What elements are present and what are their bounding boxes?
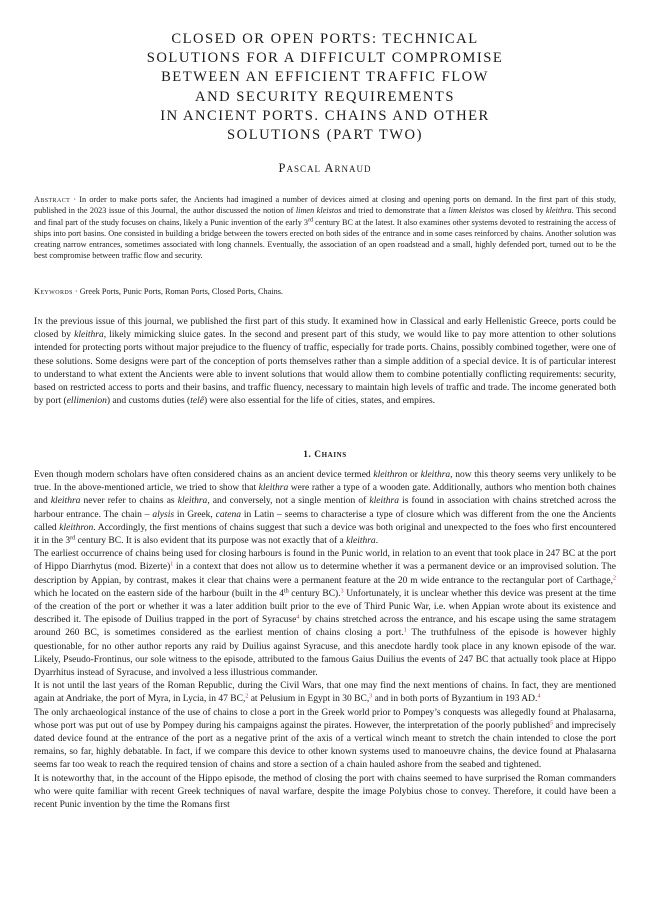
abstract-text: was closed by (493, 206, 546, 216)
body-paragraph (34, 707, 616, 773)
intro-italic: telê (190, 396, 204, 407)
abstract-italic: kleithra (545, 206, 572, 216)
body-text: It is not until the last years of the Roman Republic, during the Civil Wars, that one may find the next mentions of chains. In fact, they are mentioned again at Andriake, the port of Myra, in Lycia, in 47 BC, (34, 681, 616, 705)
body-text: century BC. It is also evident that its purpose was not exactly that of a (75, 536, 347, 547)
abstract (34, 194, 616, 262)
body-text: . Accordingly, the first mentions of chains suggest that such a device was both original and unexpected to the foes who first encountered it in the 3 (34, 522, 616, 547)
title-line: SOLUTIONS FOR A DIFFICULT COMPROMISE (146, 50, 504, 67)
footnote-ref[interactable]: 4 (296, 614, 300, 621)
author-name: Pascal Arnaud (278, 161, 372, 175)
body-italic: kleithra (258, 483, 289, 494)
footnote-ref[interactable]: 3 (340, 588, 344, 595)
body-italic: kleithron (59, 522, 94, 533)
body-text: never refer to chains as (80, 496, 178, 507)
intro-text: the previous issue of this journal, we published the first part of this study. It examined how in Classical and early Hellenistic Greece, ports could be closed by (34, 317, 616, 341)
body-paragraph (34, 469, 616, 548)
article-title (60, 30, 590, 145)
footnote-ref[interactable]: 2 (245, 693, 249, 700)
body-text: , and conversely, not a single mention of (207, 496, 370, 507)
body-italic: kleithra (346, 536, 376, 547)
ordinal-suffix: rd (308, 217, 314, 224)
body-text: were rather a type of a wooden gate. Additionally, authors who mention both chaines and (34, 483, 616, 507)
body-italic: alysis (152, 509, 175, 520)
footnote-ref[interactable]: 2 (613, 575, 616, 582)
intro-text: ) were also essential for the life of cities, states, and empires. (203, 396, 436, 407)
body-text: . (375, 536, 379, 547)
footnote-ref[interactable]: 1 (403, 627, 407, 634)
body-italic: catena (215, 509, 241, 520)
title-line: BETWEEN AN EFFICIENT TRAFFIC FLOW (161, 69, 489, 86)
body-text: which he located on the eastern side of the harbour (built in the 4 (34, 588, 285, 599)
body-text: is found in association with chains stretched across the harbour entrance. The chain – (34, 496, 616, 520)
abstract-text: and tried to demonstrate that a (341, 206, 449, 216)
abstract-text: · In order to make ports safer, the Ancients had imagined a number of devices aimed at closing and opening ports on demand. In the first part of this study, published in the 2023 issue of this Journal, the author discussed the notion of (34, 195, 616, 216)
section-heading: 1. Chains (303, 450, 347, 460)
intro-text: , likely mimicking sluice gates. In the second and present part of this study, we would like to pay more attention to other solutions intended for protecting ports without major prejudice to the fluency of traffic, especially for trade ports. Chains, possibly combined together, were one of these solutions. Some designs were part of the conception of ports themselves rather than a simple addition of a special device. It is of particular interest to understand to what extent the Ancients were able to invent solutions that would allow them to combine potentially conflicting requirements: security, based on restricted access to ports and their basins, and traffic fluency, necessary to maintain high levels of traffic and trade. The income generated both by port ( (34, 330, 616, 407)
body-text: The only archaeological instance of the use of chains to close a port in the Greek world prior to Pompey’s conquests was allegedly found at Phalasarna, whose port was put out of use by Pompey during his campaigns against the pirates. However, the interpretation of the poorly published (34, 707, 616, 731)
abstract-text: century BC at the latest. It also examines other systems devoted to restraining the access of ships into port basins. One consisted in building a bridge between the towers erected on both sides of the entrance and in some cases reinforced by chains. Another solution was creating narrow entrances, sometimes associated with long channels. Eventually, the association of an open roadstead and a small, highly defended port, turned out to be the best compromise between traffic flow and security. (34, 217, 616, 261)
abstract-text: . This second and final part of the study focuses on chains, likely a Punic invention of the early 3 (34, 206, 616, 227)
title-line: IN ANCIENT PORTS. CHAINS AND OTHER (160, 107, 490, 124)
footnote-ref[interactable]: 5 (549, 720, 553, 727)
body-paragraph (34, 680, 616, 706)
title-line: AND SECURITY REQUIREMENTS (195, 88, 455, 105)
body-italic: kleithra (420, 470, 451, 480)
body-text: and imprecisely dated device found at the entrance of the port as a negative print of the axis of a vertical winch meant to stretch the chain intended to close the port remains, so far, highly debatable. In fact, if we compare this device to other known systems used to manoeuvre chains, the device found at Phalasarna seems far too weak to reach the required tension of chains and store a section of a chain hauled ashore from the seabed and tightened. (34, 720, 616, 771)
abstract-italic: limen kleistos (448, 206, 494, 216)
body-text: or (407, 470, 421, 480)
body-text: in Greek, (174, 509, 216, 520)
section-body (34, 469, 616, 812)
body-text: in a context that does not allow us to determine whether it was a permanent device or an improvised solution. The description by Appian, by contrast, makes it clear that chains were a permanent feature at the 20 m wide entrance to the rectangular port of Carthage, (34, 562, 616, 586)
abstract-italic: limen kleistos (295, 206, 342, 216)
body-text: Even though modern scholars have often considered chains as an ancient device termed (34, 470, 374, 480)
body-paragraph (34, 773, 616, 813)
keywords-label: Keywords (34, 287, 73, 296)
body-text: Unfortunately, it is unclear whether this device was present at the time of the creation of the port or whether it was a later addition built prior to the eve of Third Punic War, i.e. when Appian wrote about its existence and described it. The episode of Duilius trapped in the port of Syracuse (34, 588, 616, 626)
body-italic: kleithron (373, 470, 408, 480)
body-text: and in both ports of Byzantium in 193 AD. (372, 694, 538, 705)
intro-italic: kleithra (74, 330, 104, 341)
body-text: in Latin – seems to characterise a type of closure which was different from the one the Ancients called (34, 509, 616, 533)
intro-italic: ellimenion (66, 396, 107, 407)
body-text: , now this theory seems very unlikely to be true. In the above-mentioned article, we tried to show that (34, 470, 616, 494)
title-line: CLOSED OR OPEN PORTS: TECHNICAL (171, 31, 479, 47)
intro-paragraph (34, 316, 616, 408)
body-italic: kleithra (50, 496, 81, 507)
abstract-label: Abstract (34, 195, 71, 204)
keywords-text: · Greek Ports, Punic Ports, Roman Ports, Closed Ports, Chains. (72, 287, 283, 296)
keywords (34, 286, 616, 297)
body-italic: kleithra (177, 496, 208, 507)
ordinal-suffix: rd (70, 535, 76, 542)
footnote-ref[interactable]: 3 (369, 693, 373, 700)
footnote-ref[interactable]: 4 (537, 693, 541, 700)
ordinal-suffix: th (284, 588, 289, 595)
body-text: by chains stretched across the entrance, and his escape using the same stratagem around 260 BC, is sometimes considered as the earliest mention of chains closing a port. (34, 615, 616, 639)
title-line: SOLUTIONS (PART TWO) (227, 127, 423, 144)
body-paragraph (34, 548, 616, 680)
body-text: century BC). (288, 588, 341, 599)
intro-lead: In (34, 317, 44, 327)
intro-text: ) and customs duties ( (106, 396, 191, 407)
body-text: at Pelusium in Egypt in 30 BC, (248, 694, 370, 705)
footnote-ref[interactable]: 1 (170, 561, 174, 568)
body-italic: kleithra (369, 496, 399, 507)
body-text: The earliest occurrence of chains being used for closing harbours is found in the Punic world, in relation to an event that took place in 247 BC at the port of Hippo Diarrhytus (mod. Bizerte) (34, 549, 616, 573)
body-text: It is noteworthy that, in the account of the Hippo episode, the method of closing the port with chains seemed to have surprised the Roman commanders who were quite familiar with recent Greek techniques of naval warfare, despite the image Polybius chose to convey. Therefore, it could have been a recent Punic invention by the time the Romans first (34, 773, 616, 811)
body-text: The truthfulness of the episode is however highly questionable, for no other author reports any raid by Duilius against Syracuse, and this anecdote hardly took place in any known episode of the war. Likely, Pseudo-Frontinus, our sole witness to the episode, attributed to the famous Gaius Duilius the events of 247 BC that actually took place at Hippo Dyarrhitus instead of Syracuse, and involved a less illustrious commander. (34, 628, 616, 679)
